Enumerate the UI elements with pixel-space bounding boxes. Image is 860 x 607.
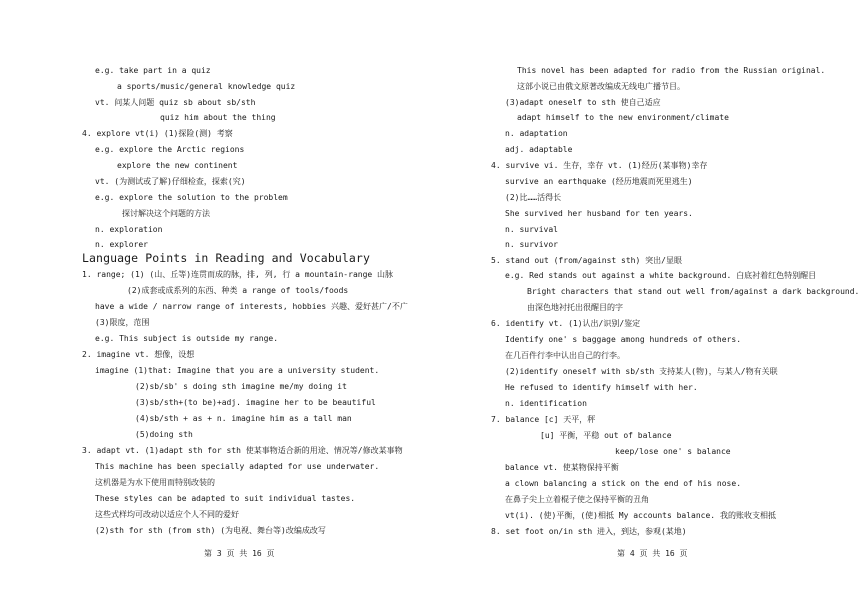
text-line: n. explorer xyxy=(95,240,148,249)
text-line: quiz him about the thing xyxy=(160,113,276,122)
text-line: These styles can be adapted to suit individual tastes. xyxy=(95,494,356,503)
text-line: This novel has been adapted for radio from the Russian original. xyxy=(517,66,826,75)
text-line: n. survival xyxy=(505,225,558,234)
text-line: (2)identify oneself with sb/sth 支持某人(物)，与某人/物有关联 xyxy=(505,367,778,376)
page-number: 第 4 页 共 16 页 xyxy=(617,549,688,558)
text-line: n. survivor xyxy=(505,240,558,249)
text-line: 3. adapt vt. (1)adapt sth for sth 使某事物适合新的用途、情况等/修改某事物 xyxy=(82,446,403,455)
text-line: e.g. explore the solution to the problem xyxy=(95,193,288,202)
text-line: e.g. take part in a quiz xyxy=(95,66,211,75)
text-line: survive an earthquake (经历地震而死里逃生) xyxy=(505,177,693,186)
section-heading: Language Points in Reading and Vocabulary xyxy=(82,251,370,265)
text-line: e.g. This subject is outside my range. xyxy=(95,334,279,343)
text-line: have a wide / narrow range of interests, hobbies 兴趣、爱好甚广/不广 xyxy=(95,302,408,311)
text-line: a clown balancing a stick on the end of his nose. xyxy=(505,479,742,488)
text-line: adapt himself to the new environment/climate xyxy=(517,113,729,122)
text-line: (2)成套或成系列的东西、种类 a range of tools/foods xyxy=(127,286,349,295)
text-line: 5. stand out (from/against sth) 突出/显眼 xyxy=(491,256,682,265)
text-line: balance vt. 使某物保持平衡 xyxy=(505,463,619,472)
text-line: e.g. explore the Arctic regions xyxy=(95,145,245,154)
text-line: 4. explore vt(i) (1)探险(测) 考察 xyxy=(82,129,233,138)
right-page xyxy=(430,0,860,607)
text-line: 4. survive vi. 生存，幸存 vt. (1)经历(某事物)幸存 xyxy=(491,161,708,170)
text-line: She survived her husband for ten years. xyxy=(505,209,693,218)
text-line: This machine has been specially adapted for use underwater. xyxy=(95,462,380,471)
text-line: n. exploration xyxy=(95,225,163,234)
text-line: (3)限度，范围 xyxy=(95,318,150,327)
text-line: [u] 平衡，平稳 out of balance xyxy=(540,431,672,440)
text-line: (2)sth for sth (from sth) (为电视、舞台等)改编成改写 xyxy=(95,526,326,535)
text-line: He refused to identify himself with her. xyxy=(505,383,698,392)
text-line: 由深色地衬托出很醒目的字 xyxy=(527,303,623,312)
text-line: 探讨解决这个问题的方法 xyxy=(122,209,210,218)
text-line: n. adaptation xyxy=(505,129,568,138)
text-line: 6. identify vt. (1)认出/识别/鉴定 xyxy=(491,319,641,328)
text-line: (5)doing sth xyxy=(135,430,193,439)
text-line: 这些式样均可改动以适应个人不同的爱好 xyxy=(95,510,239,519)
text-line: adj. adaptable xyxy=(505,145,573,154)
page-number: 第 3 页 共 16 页 xyxy=(204,549,275,558)
text-line: n. identification xyxy=(505,399,587,408)
text-line: (2)sb/sb' s doing sth imagine me/my doing it xyxy=(135,382,347,391)
text-line: e.g. Red stands out against a white background. 白底衬着红色特别醒目 xyxy=(505,271,817,280)
text-line: (3)sb/sth+(to be)+adj. imagine her to be beautiful xyxy=(135,398,376,407)
text-line: imagine (1)that: Imagine that you are a university student. xyxy=(95,366,380,375)
text-line: keep/lose one' s balance xyxy=(615,447,731,456)
text-line: Identify one' s baggage among hundreds of others. xyxy=(505,335,742,344)
text-line: a sports/music/general knowledge quiz xyxy=(117,82,296,91)
text-line: (4)sb/sth + as + n. imagine him as a tall man xyxy=(135,414,352,423)
text-line: 在鼻子尖上立着棍子使之保持平衡的丑角 xyxy=(505,495,649,504)
text-line: vt(i). (使)平衡，(使)相抵 My accounts balance. 我的账收支相抵 xyxy=(505,511,776,520)
text-line: 1. range; (1) (山、丘等)连贯而成的脉，排, 列, 行 a mountain-range 山脉 xyxy=(82,270,394,279)
text-line: 这机器是为水下使用而特别改装的 xyxy=(95,478,215,487)
text-line: vt. (为测试或了解)仔细检查，探索(究) xyxy=(95,177,246,186)
text-line: (2)比……活得长 xyxy=(505,193,562,202)
text-line: 2. imagine vt. 想像，设想 xyxy=(82,350,195,359)
text-line: (3)adapt oneself to sth 使自己适应 xyxy=(505,98,661,107)
text-line: explore the new continent xyxy=(117,161,238,170)
text-line: 这部小说已由俄文原著改编成无线电广播节目。 xyxy=(517,82,685,91)
text-line: vt. 问某人问题 quiz sb about sb/sth xyxy=(95,98,256,107)
text-line: 在几百件行李中认出自己的行李。 xyxy=(505,351,625,360)
text-line: 8. set foot on/in sth 进入，到达，参观(某地) xyxy=(491,527,687,536)
text-line: 7. balance [c] 天平，秤 xyxy=(491,415,596,424)
text-line: Bright characters that stand out well from/against a dark background. xyxy=(527,287,860,296)
